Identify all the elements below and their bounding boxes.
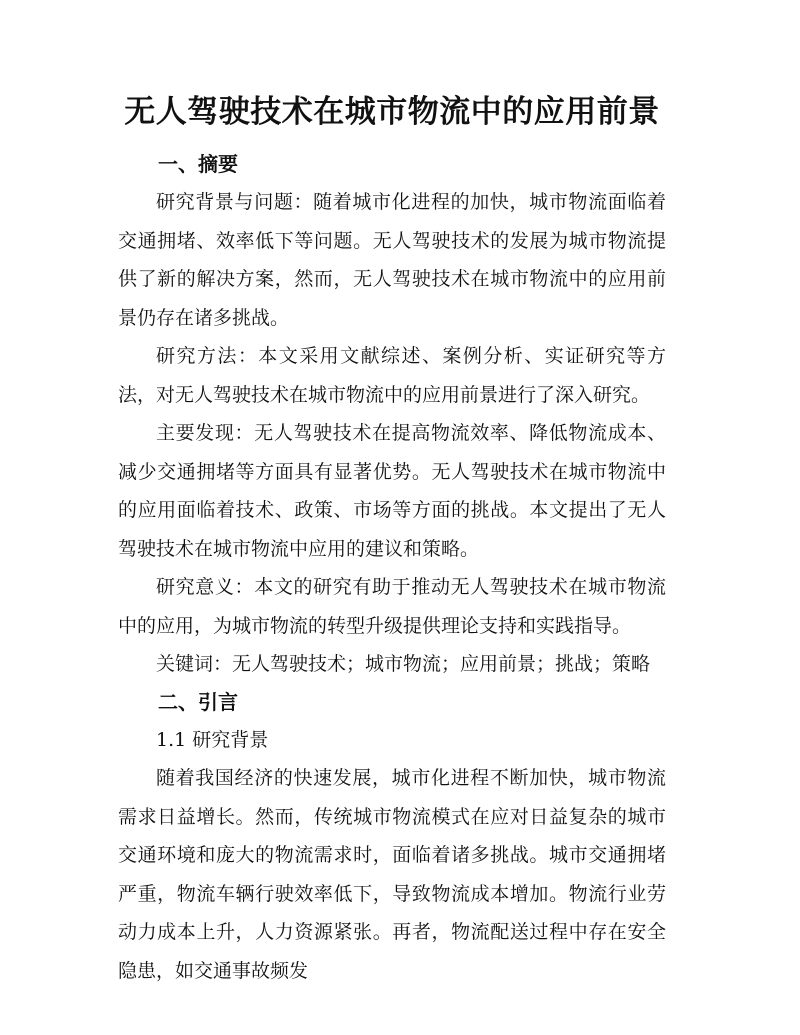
intro-subheading: 1.1 研究背景 xyxy=(156,728,269,751)
keywords-line: 关键词：无人驾驶技术；城市物流；应用前景；挑战；策略 xyxy=(156,653,651,675)
document-page xyxy=(118,88,666,990)
intro-paragraph: 随着我国经济的快速发展，城市化进程不断加快，城市物流需求日益增长。然而，传统城市物流模式在应对日益复杂的城市交通环境和庞大的物流需求时，面临着诸多挑战。城市交通拥堵严重，物流车辆行驶效率低下，导致物流成本增加。物流行业劳动力成本上升，人力资源紧张。再者，物流配送过程中存在安全隐患，如交通事故频发 xyxy=(118,767,666,982)
abstract-methods-paragraph: 研究方法：本文采用文献综述、案例分析、实证研究等方法，对无人驾驶技术在城市物流中的应用前景进行了深入研究。 xyxy=(118,345,666,406)
abstract-heading: 一、摘要 xyxy=(158,152,238,176)
abstract-significance-paragraph: 研究意义：本文的研究有助于推动无人驾驶技术在城市物流中的应用，为城市物流的转型升级提供理论支持和实践指导。 xyxy=(118,576,666,637)
intro-heading: 二、引言 xyxy=(158,689,238,714)
abstract-findings-paragraph: 主要发现：无人驾驶技术在提高物流效率、降低物流成本、减少交通拥堵等方面具有显著优势。无人驾驶技术在城市物流中的应用面临着技术、政策、市场等方面的挑战。本文提出了无人驾驶技术在城市物流中应用的建议和策略。 xyxy=(118,422,666,560)
document-title: 无人驾驶技术在城市物流中的应用前景 xyxy=(124,94,660,130)
abstract-background-paragraph: 研究背景与问题：随着城市化进程的加快，城市物流面临着交通拥堵、效率低下等问题。无人驾驶技术的发展为城市物流提供了新的解决方案，然而，无人驾驶技术在城市物流中的应用前景仍存在诸多挑战。 xyxy=(118,191,666,329)
